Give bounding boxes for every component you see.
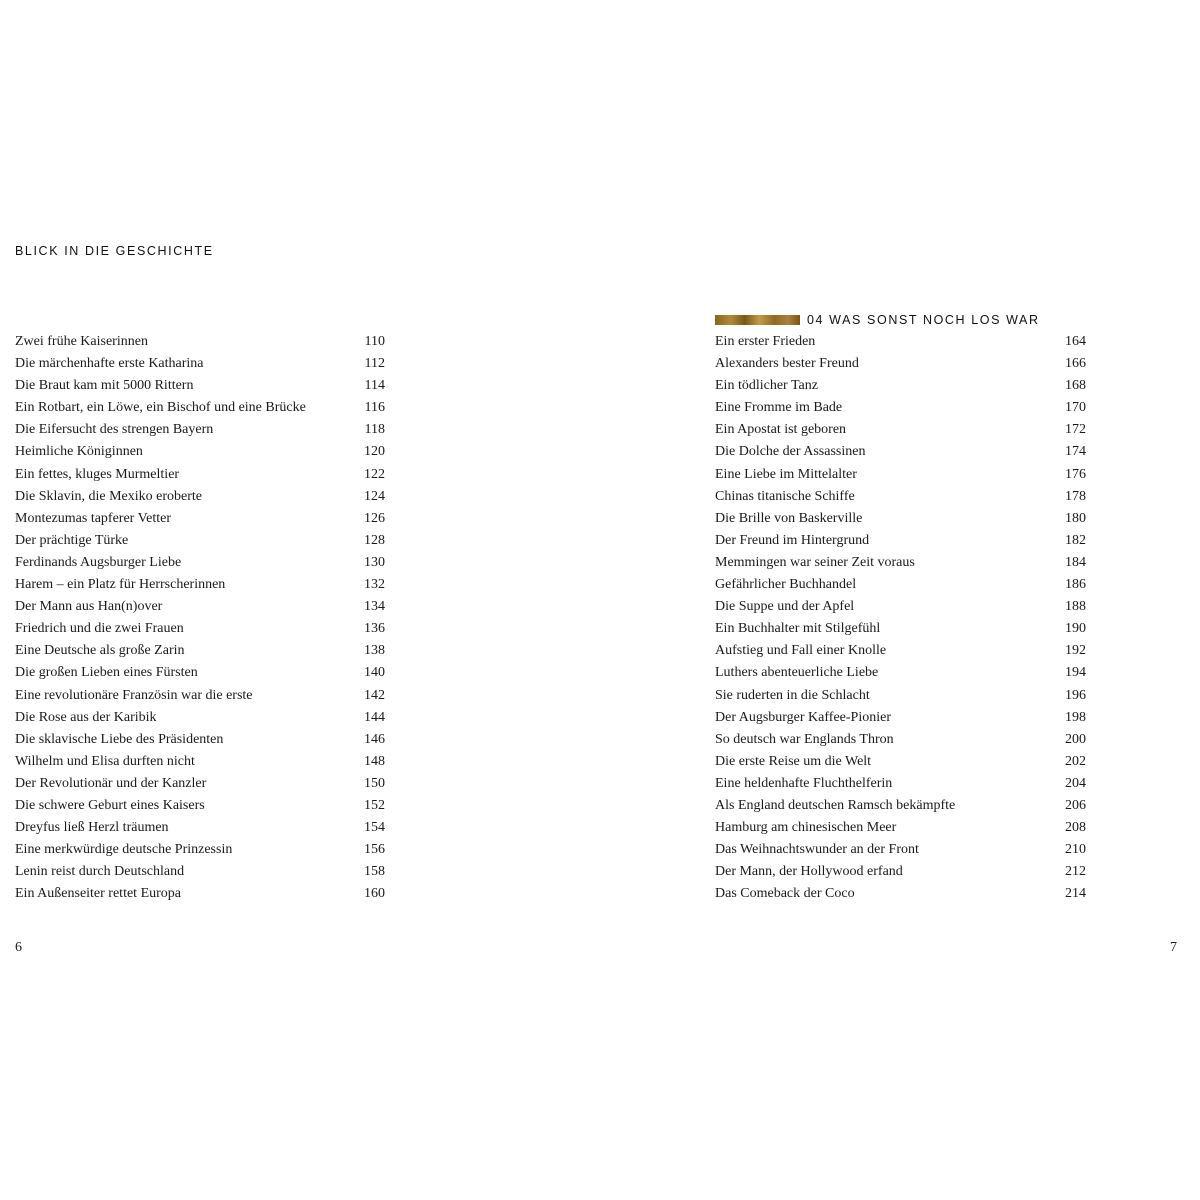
toc-entry-page: 194 xyxy=(1065,665,1086,681)
toc-entry xyxy=(715,795,1086,817)
toc-entry-page: 148 xyxy=(364,753,385,769)
toc-entry-page: 136 xyxy=(364,621,385,637)
toc-entry xyxy=(15,464,385,486)
toc-entry-page: 124 xyxy=(364,488,385,504)
toc-entry-page: 188 xyxy=(1065,599,1086,615)
toc-list-left xyxy=(15,331,385,905)
toc-entry-page: 182 xyxy=(1065,532,1086,548)
gold-foil-bar xyxy=(715,315,800,325)
toc-entry xyxy=(15,331,385,353)
toc-entry-page: 190 xyxy=(1065,621,1086,637)
toc-entry-title: Der prächtige Türke xyxy=(15,532,129,548)
toc-entry-title: Der Mann, der Hollywood erfand xyxy=(715,864,903,880)
toc-entry-page: 122 xyxy=(364,466,385,482)
toc-entry xyxy=(715,331,1086,353)
toc-entry xyxy=(15,883,385,905)
toc-entry-page: 118 xyxy=(364,422,385,438)
toc-entry-title: Der Freund im Hintergrund xyxy=(715,532,870,548)
toc-entry xyxy=(715,817,1086,839)
toc-entry-page: 120 xyxy=(364,444,385,460)
toc-entry-title: Alexanders bester Freund xyxy=(715,356,859,372)
toc-entry-page: 192 xyxy=(1065,643,1086,659)
toc-entry-page: 130 xyxy=(364,554,385,570)
toc-entry xyxy=(15,729,385,751)
toc-entry-title: Zwei frühe Kaiserinnen xyxy=(15,334,148,349)
toc-entry-title: Die großen Lieben eines Fürsten xyxy=(15,665,198,681)
toc-entry xyxy=(715,640,1086,662)
toc-entry-title: Der Mann aus Han(n)over xyxy=(15,599,163,615)
toc-entry xyxy=(715,552,1086,574)
toc-entry xyxy=(15,773,385,795)
toc-entry xyxy=(15,707,385,729)
toc-entry xyxy=(15,795,385,817)
toc-entry xyxy=(715,397,1086,419)
toc-entry-page: 174 xyxy=(1065,444,1086,460)
toc-entry xyxy=(15,441,385,463)
toc-entry-title: Die Dolche der Assassinen xyxy=(715,444,866,460)
toc-entry-page: 200 xyxy=(1065,731,1086,747)
toc-entry xyxy=(15,552,385,574)
toc-entry xyxy=(15,574,385,596)
toc-entry xyxy=(715,618,1086,640)
toc-entry xyxy=(715,596,1086,618)
toc-entry-title: Als England deutschen Ramsch bekämpfte xyxy=(715,797,956,813)
toc-entry-title: Gefährlicher Buchhandel xyxy=(715,577,857,593)
toc-entry xyxy=(715,839,1086,861)
toc-entry-title: Hamburg am chinesischen Meer xyxy=(715,820,897,836)
toc-entry-title: Die Rose aus der Karibik xyxy=(15,709,157,725)
section-heading xyxy=(715,313,1040,327)
toc-entry-page: 180 xyxy=(1065,510,1086,526)
toc-entry-title: Ein fettes, kluges Murmeltier xyxy=(15,466,180,482)
toc-entry-title: Eine Liebe im Mittelalter xyxy=(715,466,857,482)
toc-entry-title: Ein tödlicher Tanz xyxy=(715,378,818,394)
toc-entry xyxy=(715,441,1086,463)
toc-entry-page: 196 xyxy=(1065,687,1086,703)
toc-entry-title: Memmingen war seiner Zeit voraus xyxy=(715,554,915,570)
toc-entry-page: 140 xyxy=(364,665,385,681)
toc-entry-page: 166 xyxy=(1065,356,1086,372)
toc-entry-title: Eine merkwürdige deutsche Prinzessin xyxy=(15,842,233,858)
section-title: 04 WAS SONST NOCH LOS WAR xyxy=(807,313,1040,327)
toc-entry-title: Ein Rotbart, ein Löwe, ein Bischof und eine Brücke xyxy=(15,400,306,416)
toc-entry xyxy=(715,883,1086,905)
toc-entry-title: Eine Deutsche als große Zarin xyxy=(15,643,185,659)
page-number-right: 7 xyxy=(1170,940,1177,955)
toc-entry-page: 172 xyxy=(1065,422,1086,438)
toc-entry xyxy=(715,353,1086,375)
toc-entry-page: 150 xyxy=(364,775,385,791)
toc-entry-title: Der Augsburger Kaffee-Pionier xyxy=(715,709,891,725)
toc-entry-title: Lenin reist durch Deutschland xyxy=(15,864,185,880)
toc-entry-page: 198 xyxy=(1065,709,1086,725)
toc-entry xyxy=(15,618,385,640)
toc-entry-page: 146 xyxy=(364,731,385,747)
toc-entry-page: 144 xyxy=(364,709,385,725)
toc-entry xyxy=(15,662,385,684)
toc-entry-title: Luthers abenteuerliche Liebe xyxy=(715,665,879,681)
toc-entry-page: 208 xyxy=(1065,820,1086,836)
toc-entry-title: Aufstieg und Fall einer Knolle xyxy=(715,643,887,659)
toc-entry-page: 138 xyxy=(364,643,385,659)
toc-entry xyxy=(15,419,385,441)
toc-entry-title: Friedrich und die zwei Frauen xyxy=(15,621,184,637)
toc-entry-title: Die erste Reise um die Welt xyxy=(715,753,872,769)
toc-entry-title: Die Suppe und der Apfel xyxy=(715,599,855,615)
toc-entry xyxy=(15,861,385,883)
toc-entry-page: 116 xyxy=(364,400,385,416)
toc-entry-title: So deutsch war Englands Thron xyxy=(715,731,894,747)
toc-entry-page: 164 xyxy=(1065,334,1086,349)
toc-entry-page: 176 xyxy=(1065,466,1086,482)
toc-entry-title: Ein Apostat ist geboren xyxy=(715,422,847,438)
toc-entry xyxy=(15,375,385,397)
toc-list-right xyxy=(715,331,1086,905)
toc-entry-title: Ein Buchhalter mit Stilgefühl xyxy=(715,621,881,637)
toc-entry-title: Die märchenhafte erste Katharina xyxy=(15,356,204,372)
toc-entry-page: 202 xyxy=(1065,753,1086,769)
toc-entry xyxy=(715,530,1086,552)
toc-entry xyxy=(715,486,1086,508)
toc-entry-page: 170 xyxy=(1065,400,1086,416)
toc-entry-title: Das Comeback der Coco xyxy=(715,886,855,902)
toc-entry-title: Ein Außenseiter rettet Europa xyxy=(15,886,181,902)
toc-entry-title: Harem – ein Platz für Herrscherinnen xyxy=(15,577,226,593)
toc-entry-title: Die Eifersucht des strengen Bayern xyxy=(15,422,214,438)
toc-entry-title: Die schwere Geburt eines Kaisers xyxy=(15,797,205,813)
toc-entry xyxy=(15,486,385,508)
toc-entry xyxy=(15,751,385,773)
toc-entry-title: Der Revolutionär und der Kanzler xyxy=(15,775,207,791)
toc-entry xyxy=(715,419,1086,441)
toc-entry-title: Eine heldenhafte Fluchthelferin xyxy=(715,775,893,791)
toc-entry-title: Sie ruderten in die Schlacht xyxy=(715,687,870,703)
toc-entry-title: Wilhelm und Elisa durften nicht xyxy=(15,753,195,769)
toc-entry-title: Montezumas tapferer Vetter xyxy=(15,510,172,526)
toc-entry-title: Eine revolutionäre Französin war die erste xyxy=(15,687,253,703)
toc-entry xyxy=(715,508,1086,530)
toc-entry xyxy=(715,574,1086,596)
toc-entry-page: 158 xyxy=(364,864,385,880)
toc-entry-page: 126 xyxy=(364,510,385,526)
toc-entry xyxy=(15,353,385,375)
toc-entry-page: 214 xyxy=(1065,886,1086,902)
toc-entry-page: 204 xyxy=(1065,775,1086,791)
toc-entry-page: 114 xyxy=(364,378,385,394)
toc-entry-page: 160 xyxy=(364,886,385,902)
running-head: BLICK IN DIE GESCHICHTE xyxy=(15,244,214,258)
toc-entry xyxy=(715,685,1086,707)
toc-entry-title: Ferdinands Augsburger Liebe xyxy=(15,554,182,570)
toc-entry-title: Dreyfus ließ Herzl träumen xyxy=(15,820,169,836)
toc-entry-title: Das Weihnachtswunder an der Front xyxy=(715,842,919,858)
toc-entry xyxy=(15,508,385,530)
toc-entry-page: 206 xyxy=(1065,797,1086,813)
toc-entry xyxy=(15,685,385,707)
toc-entry xyxy=(715,375,1086,397)
toc-entry-title: Chinas titanische Schiffe xyxy=(715,488,855,504)
toc-entry xyxy=(15,640,385,662)
toc-entry xyxy=(15,530,385,552)
toc-entry-title: Die Braut kam mit 5000 Rittern xyxy=(15,378,194,394)
toc-entry-page: 168 xyxy=(1065,378,1086,394)
toc-entry-title: Ein erster Frieden xyxy=(715,334,816,349)
toc-entry xyxy=(715,662,1086,684)
toc-entry-title: Eine Fromme im Bade xyxy=(715,400,843,416)
toc-entry-page: 210 xyxy=(1065,842,1086,858)
toc-entry-page: 132 xyxy=(364,577,385,593)
toc-entry-title: Die sklavische Liebe des Präsidenten xyxy=(15,731,224,747)
toc-entry xyxy=(15,596,385,618)
page-number-left: 6 xyxy=(15,940,22,955)
toc-entry-page: 128 xyxy=(364,532,385,548)
toc-entry xyxy=(715,861,1086,883)
toc-entry xyxy=(15,817,385,839)
toc-entry xyxy=(715,751,1086,773)
toc-entry xyxy=(715,729,1086,751)
toc-entry xyxy=(15,397,385,419)
toc-entry-page: 134 xyxy=(364,599,385,615)
toc-entry-page: 184 xyxy=(1065,554,1086,570)
toc-entry xyxy=(715,464,1086,486)
toc-entry-page: 178 xyxy=(1065,488,1086,504)
toc-entry-page: 154 xyxy=(364,820,385,836)
toc-entry-page: 142 xyxy=(364,687,385,703)
toc-entry xyxy=(715,707,1086,729)
toc-entry xyxy=(715,773,1086,795)
toc-entry xyxy=(15,839,385,861)
toc-entry-title: Die Brille von Baskerville xyxy=(715,510,863,526)
toc-entry-page: 152 xyxy=(364,797,385,813)
toc-entry-page: 156 xyxy=(364,842,385,858)
toc-entry-page: 186 xyxy=(1065,577,1086,593)
toc-entry-page: 212 xyxy=(1065,864,1086,880)
toc-entry-title: Die Sklavin, die Mexiko eroberte xyxy=(15,488,203,504)
toc-entry-title: Heimliche Königinnen xyxy=(15,444,143,460)
toc-entry-page: 112 xyxy=(364,356,385,372)
toc-entry-page: 110 xyxy=(364,334,385,349)
